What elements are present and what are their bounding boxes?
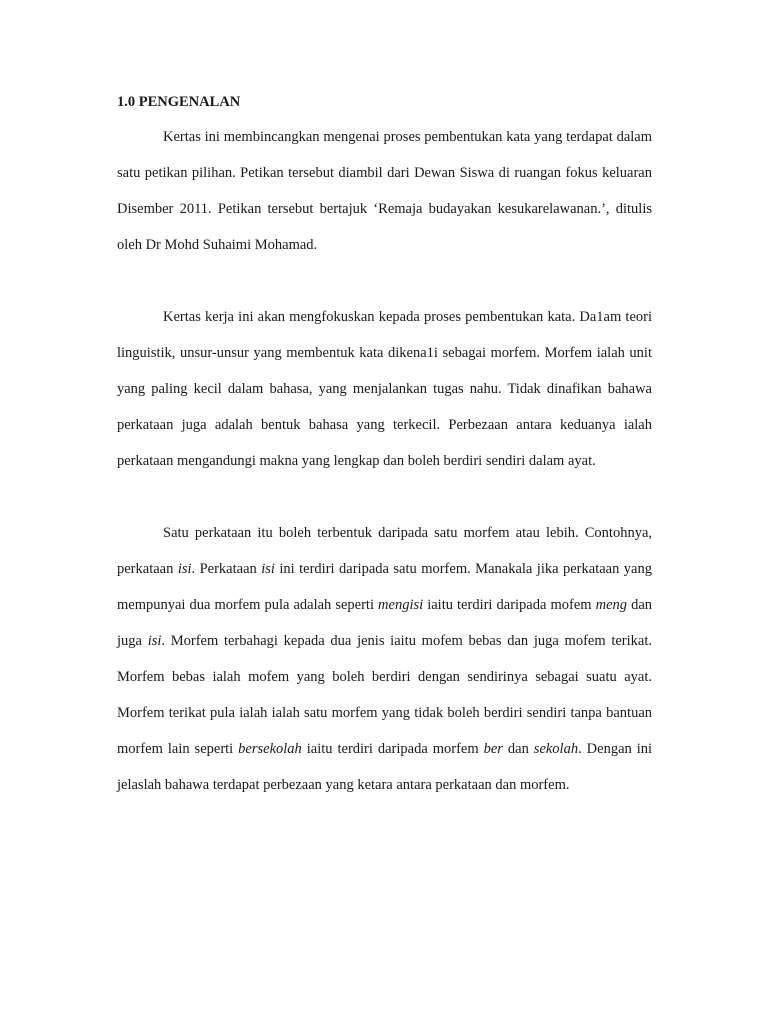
example-word: ber bbox=[483, 741, 503, 757]
paragraph-morpheme-examples bbox=[117, 515, 652, 803]
paragraph-text-segment: ini terdiri daripada satu morfem. Manakala jika perkataan yang mempunyai dua morfem pula adalah seperti bbox=[117, 561, 652, 613]
paragraph-text: Kertas ini membincangkan mengenai proses pembentukan kata yang terdapat dalam satu petikan pilihan. Petikan tersebut diambil dari Dewan Siswa di ruangan fokus keluaran Disember 2011. Petikan tersebut bertajuk ‘Remaja budayakan kesukarelawanan.’, ditulis oleh Dr Mohd Suhaimi Mohamad. bbox=[117, 129, 652, 253]
paragraph-text-segment: . Perkataan bbox=[191, 561, 262, 577]
example-word: meng bbox=[595, 597, 628, 613]
section-heading: 1.0 PENGENALAN bbox=[117, 94, 241, 110]
paragraph-text: Kertas kerja ini akan mengfokuskan kepada proses pembentukan kata. Da1am teori linguistik, unsur-unsur yang membentuk kata dikena1i sebagai morfem. Morfem ialah unit yang paling kecil dalam bahasa, yang menjalankan tugas nahu. Tidak dinafikan bahawa perkataan juga adalah bentuk bahasa yang terkecil. Perbezaan antara keduanya ialah perkataan mengandungi makna yang lengkap dan boleh berdiri sendiri dalam ayat. bbox=[117, 309, 652, 469]
paragraph-text-segment: iaitu terdiri daripada mofem bbox=[423, 597, 596, 613]
paragraph-text-segment: iaitu terdiri daripada morfem bbox=[301, 741, 484, 757]
paragraph-text-segment: . Dengan ini jelaslah bahawa terdapat perbezaan yang ketara antara perkataan dan morfem. bbox=[117, 741, 653, 793]
paragraph-text-segment: dan juga bbox=[117, 597, 653, 649]
paragraph-text-segment: Satu perkataan itu boleh terbentuk daripada satu morfem atau lebih. Contohnya, perkataan bbox=[117, 525, 652, 577]
example-word: bersekolah bbox=[238, 741, 302, 757]
paragraph-morphology-focus bbox=[117, 299, 652, 479]
paragraph-introduction bbox=[117, 119, 652, 263]
example-word: mengisi bbox=[378, 597, 424, 613]
paragraph-text-segment: . Morfem terbahagi kepada dua jenis iaitu mofem bebas dan juga mofem terikat. Morfem bebas ialah mofem yang boleh berdiri dengan sendirinya sebagai suatu ayat. Morfem terikat pula ialah ialah satu morfem yang tidak boleh berdiri sendiri tanpa bantuan morfem lain seperti bbox=[117, 633, 652, 757]
example-word: isi bbox=[147, 633, 162, 649]
paragraph-text-segment: dan bbox=[502, 741, 534, 757]
example-word: sekolah bbox=[533, 741, 579, 757]
example-word: isi bbox=[261, 561, 275, 577]
example-word: isi bbox=[177, 561, 192, 577]
